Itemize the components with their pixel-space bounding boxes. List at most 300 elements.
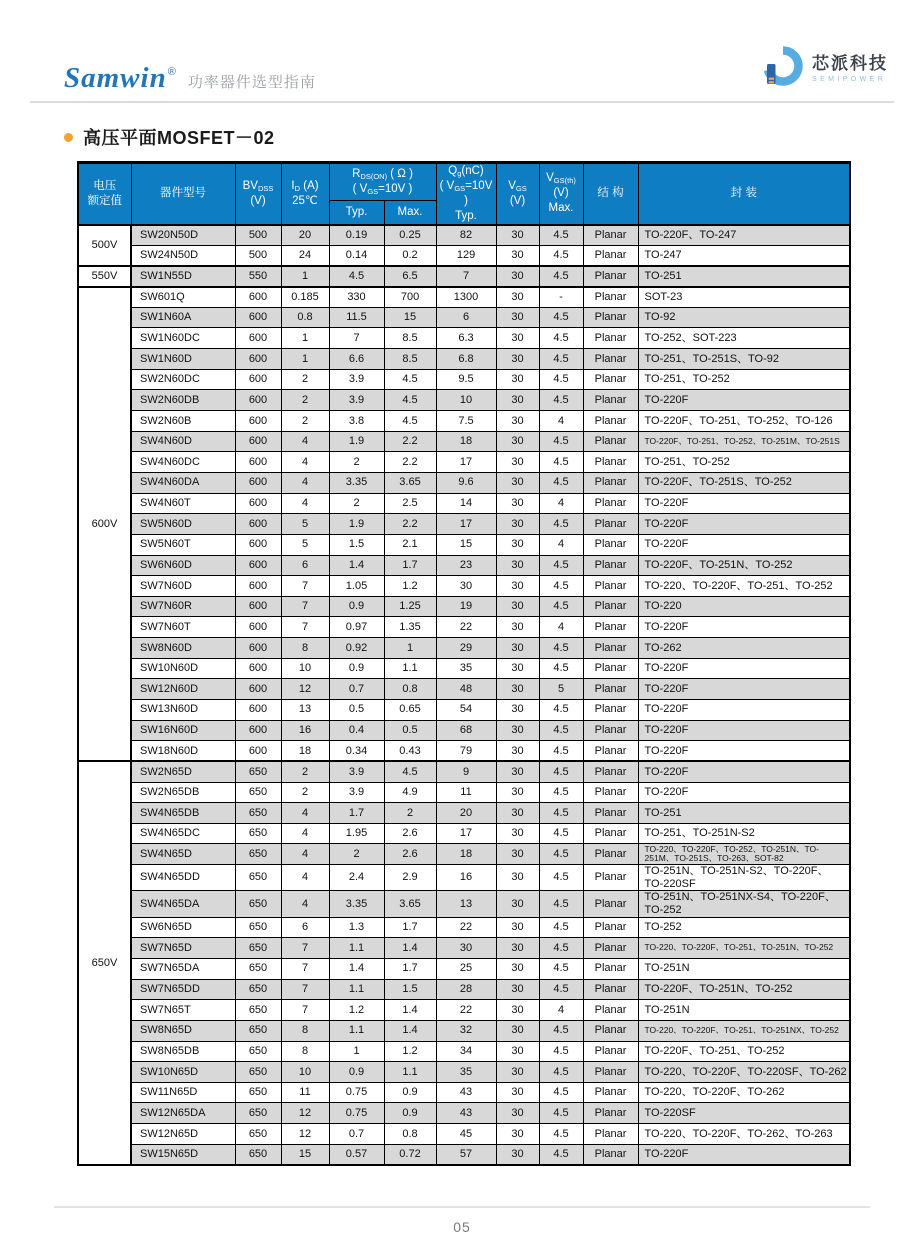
cell-structure: Planar	[583, 720, 638, 741]
cell-vgsth: 4.5	[539, 823, 583, 844]
cell-vgsth: 4	[539, 1000, 583, 1021]
cell-qg: 9.6	[436, 472, 496, 493]
cell-rdson-max: 700	[384, 287, 436, 308]
cell-id: 8	[281, 1020, 329, 1041]
cell-bvdss: 600	[235, 679, 281, 700]
cell-rdson-max: 1.4	[384, 1000, 436, 1021]
cell-part: SW12N60D	[131, 679, 235, 700]
cell-structure: Planar	[583, 638, 638, 659]
table-row	[78, 917, 850, 938]
table-row	[78, 576, 850, 597]
cell-part: SW1N60A	[131, 307, 235, 328]
cell-id: 2	[281, 761, 329, 782]
cell-vgsth: 5	[539, 679, 583, 700]
cell-package: TO-251、TO-252	[638, 452, 850, 473]
page-title: 高压平面MOSFET－02	[83, 128, 275, 148]
cell-structure: Planar	[583, 938, 638, 959]
cell-vgsth: 4.5	[539, 514, 583, 535]
cell-qg: 22	[436, 1000, 496, 1021]
cell-vgs: 30	[496, 514, 539, 535]
cell-qg: 6.8	[436, 349, 496, 370]
cell-vgs: 30	[496, 576, 539, 597]
cell-id: 7	[281, 576, 329, 597]
cell-structure: Planar	[583, 1062, 638, 1083]
cell-part: SW7N60R	[131, 596, 235, 617]
cell-qg: 68	[436, 720, 496, 741]
table-body	[78, 225, 850, 1165]
cell-part: SW10N60D	[131, 658, 235, 679]
cell-part: SW11N65D	[131, 1082, 235, 1103]
cell-qg: 30	[436, 938, 496, 959]
table-row	[78, 472, 850, 493]
cell-id: 4	[281, 452, 329, 473]
table-row	[78, 782, 850, 803]
col-header-rdson-typ: Typ.	[329, 200, 384, 224]
cell-rdson-max: 0.9	[384, 1082, 436, 1103]
cell-structure: Planar	[583, 1000, 638, 1021]
cell-package: TO-220、TO-220F、TO-252、TO-251N、TO-251M、TO-251S、TO-263、SOT-82	[638, 844, 850, 865]
cell-package: TO-220F	[638, 390, 850, 411]
cell-bvdss: 600	[235, 741, 281, 762]
cell-id: 0.8	[281, 307, 329, 328]
cell-qg: 19	[436, 596, 496, 617]
cell-qg: 17	[436, 452, 496, 473]
cell-package: TO-220F	[638, 1144, 850, 1165]
cell-vgs: 30	[496, 534, 539, 555]
cell-structure: Planar	[583, 1041, 638, 1062]
cell-part: SW5N60D	[131, 514, 235, 535]
cell-vgsth: -	[539, 287, 583, 308]
cell-id: 12	[281, 1103, 329, 1124]
table-row	[78, 328, 850, 349]
cell-rdson-max: 0.25	[384, 225, 436, 246]
cell-structure: Planar	[583, 865, 638, 891]
voltage-group-label: 550V	[78, 266, 131, 287]
cell-vgs: 30	[496, 979, 539, 1000]
registered-mark: ®	[167, 66, 176, 78]
cell-vgsth: 4	[539, 493, 583, 514]
cell-vgs: 30	[496, 891, 539, 917]
cell-structure: Planar	[583, 245, 638, 266]
cell-rdson-typ: 0.9	[329, 658, 384, 679]
cell-qg: 129	[436, 245, 496, 266]
cell-part: SW8N60D	[131, 638, 235, 659]
cell-rdson-typ: 0.14	[329, 245, 384, 266]
cell-rdson-typ: 0.9	[329, 1062, 384, 1083]
cell-qg: 14	[436, 493, 496, 514]
cell-rdson-typ: 1.2	[329, 1000, 384, 1021]
cell-rdson-max: 1.7	[384, 958, 436, 979]
cell-part: SW7N65DD	[131, 979, 235, 1000]
cell-rdson-typ: 1.4	[329, 958, 384, 979]
cell-id: 20	[281, 225, 329, 246]
cell-bvdss: 650	[235, 1020, 281, 1041]
cell-rdson-max: 4.5	[384, 761, 436, 782]
cell-bvdss: 550	[235, 266, 281, 287]
table-header	[78, 163, 850, 225]
cell-rdson-max: 2.2	[384, 514, 436, 535]
cell-rdson-typ: 0.19	[329, 225, 384, 246]
cell-vgsth: 4.5	[539, 699, 583, 720]
cell-bvdss: 600	[235, 638, 281, 659]
cell-part: SW7N60D	[131, 576, 235, 597]
cell-id: 7	[281, 1000, 329, 1021]
table-row	[78, 1082, 850, 1103]
cell-bvdss: 650	[235, 782, 281, 803]
cell-id: 2	[281, 369, 329, 390]
cell-rdson-max: 8.5	[384, 349, 436, 370]
cell-rdson-max: 1.25	[384, 596, 436, 617]
cell-structure: Planar	[583, 1103, 638, 1124]
cell-rdson-typ: 0.75	[329, 1082, 384, 1103]
cell-rdson-max: 1	[384, 638, 436, 659]
cell-id: 10	[281, 1062, 329, 1083]
cell-bvdss: 650	[235, 979, 281, 1000]
cell-structure: Planar	[583, 431, 638, 452]
cell-vgsth: 4.5	[539, 1103, 583, 1124]
cell-part: SW12N65DA	[131, 1103, 235, 1124]
cell-id: 0.185	[281, 287, 329, 308]
cell-part: SW16N60D	[131, 720, 235, 741]
table-row	[78, 555, 850, 576]
table-row	[78, 891, 850, 917]
cell-qg: 20	[436, 803, 496, 824]
cell-rdson-max: 15	[384, 307, 436, 328]
table-row	[78, 369, 850, 390]
bullet-icon	[64, 133, 73, 142]
cell-package: TO-220F	[638, 514, 850, 535]
cell-bvdss: 650	[235, 1062, 281, 1083]
cell-structure: Planar	[583, 1020, 638, 1041]
cell-package: TO-220F	[638, 741, 850, 762]
cell-package: TO-220F	[638, 720, 850, 741]
cell-rdson-max: 2.9	[384, 865, 436, 891]
cell-part: SW4N60T	[131, 493, 235, 514]
cell-qg: 17	[436, 823, 496, 844]
cell-rdson-max: 4.9	[384, 782, 436, 803]
company-logo	[759, 46, 888, 93]
cell-rdson-typ: 1.9	[329, 514, 384, 535]
cell-rdson-max: 0.5	[384, 720, 436, 741]
cell-vgsth: 4.5	[539, 761, 583, 782]
cell-vgsth: 4.5	[539, 741, 583, 762]
cell-rdson-typ: 2	[329, 493, 384, 514]
cell-vgsth: 4	[539, 534, 583, 555]
cell-vgsth: 4.5	[539, 938, 583, 959]
cell-vgs: 30	[496, 638, 539, 659]
table-row	[78, 938, 850, 959]
table-row	[78, 349, 850, 370]
cell-rdson-max: 4.5	[384, 369, 436, 390]
cell-structure: Planar	[583, 493, 638, 514]
cell-bvdss: 600	[235, 287, 281, 308]
cell-structure: Planar	[583, 514, 638, 535]
voltage-group-label: 500V	[78, 225, 131, 266]
cell-vgs: 30	[496, 1124, 539, 1145]
cell-rdson-typ: 1.1	[329, 938, 384, 959]
cell-qg: 10	[436, 390, 496, 411]
table-row	[78, 865, 850, 891]
cell-rdson-max: 2.2	[384, 431, 436, 452]
cell-structure: Planar	[583, 1144, 638, 1165]
cell-rdson-max: 1.2	[384, 1041, 436, 1062]
cell-vgs: 30	[496, 844, 539, 865]
cell-bvdss: 600	[235, 596, 281, 617]
table-row	[78, 741, 850, 762]
cell-bvdss: 650	[235, 1124, 281, 1145]
cell-vgsth: 4.5	[539, 1144, 583, 1165]
cell-structure: Planar	[583, 617, 638, 638]
table-row	[78, 1144, 850, 1165]
cell-vgsth: 4.5	[539, 349, 583, 370]
cell-bvdss: 600	[235, 431, 281, 452]
cell-rdson-typ: 0.97	[329, 617, 384, 638]
cell-vgs: 30	[496, 865, 539, 891]
cell-part: SW5N60T	[131, 534, 235, 555]
cell-package: TO-220F	[638, 782, 850, 803]
cell-qg: 7	[436, 266, 496, 287]
col-header-vgs: $V_{GS}$ (V)	[496, 163, 539, 225]
cell-vgsth: 4.5	[539, 225, 583, 246]
cell-part: SW2N65D	[131, 761, 235, 782]
voltage-group-label: 600V	[78, 287, 131, 762]
cell-structure: Planar	[583, 761, 638, 782]
col-header-voltage-rating: 电压 额定值	[78, 163, 131, 225]
table-row	[78, 958, 850, 979]
cell-rdson-typ: 2	[329, 844, 384, 865]
cell-vgs: 30	[496, 307, 539, 328]
cell-part: SW12N65D	[131, 1124, 235, 1145]
cell-package: TO-220、TO-220F、TO-251、TO-251N、TO-252	[638, 938, 850, 959]
cell-rdson-typ: 3.9	[329, 761, 384, 782]
cell-vgs: 30	[496, 245, 539, 266]
cell-structure: Planar	[583, 782, 638, 803]
cell-vgsth: 4.5	[539, 720, 583, 741]
cell-vgsth: 4.5	[539, 658, 583, 679]
table-row	[78, 679, 850, 700]
cell-rdson-typ: 1.4	[329, 555, 384, 576]
cell-qg: 54	[436, 699, 496, 720]
cell-vgsth: 4	[539, 411, 583, 432]
cell-rdson-max: 0.43	[384, 741, 436, 762]
cell-bvdss: 650	[235, 803, 281, 824]
cell-part: SW7N60T	[131, 617, 235, 638]
cell-structure: Planar	[583, 958, 638, 979]
cell-rdson-max: 1.2	[384, 576, 436, 597]
cell-qg: 45	[436, 1124, 496, 1145]
cell-rdson-max: 1.35	[384, 617, 436, 638]
cell-rdson-max: 1.4	[384, 938, 436, 959]
cell-bvdss: 600	[235, 534, 281, 555]
cell-rdson-typ: 1.7	[329, 803, 384, 824]
cell-rdson-max: 8.5	[384, 328, 436, 349]
cell-rdson-typ: 1.05	[329, 576, 384, 597]
cell-id: 13	[281, 699, 329, 720]
cell-bvdss: 600	[235, 514, 281, 535]
cell-part: SW7N65T	[131, 1000, 235, 1021]
cell-vgsth: 4.5	[539, 891, 583, 917]
cell-rdson-max: 0.8	[384, 1124, 436, 1145]
cell-bvdss: 600	[235, 658, 281, 679]
cell-structure: Planar	[583, 596, 638, 617]
cell-bvdss: 650	[235, 1000, 281, 1021]
cell-qg: 30	[436, 576, 496, 597]
cell-qg: 22	[436, 917, 496, 938]
cell-qg: 13	[436, 891, 496, 917]
cell-structure: Planar	[583, 555, 638, 576]
table-row	[78, 411, 850, 432]
cell-rdson-typ: 330	[329, 287, 384, 308]
cell-part: SW2N60DC	[131, 369, 235, 390]
cell-vgsth: 4.5	[539, 245, 583, 266]
cell-vgs: 30	[496, 917, 539, 938]
cell-bvdss: 650	[235, 958, 281, 979]
table-row	[78, 1020, 850, 1041]
cell-package: TO-220F、TO-251、TO-252、TO-126	[638, 411, 850, 432]
cell-qg: 35	[436, 1062, 496, 1083]
cell-id: 16	[281, 720, 329, 741]
cell-id: 4	[281, 865, 329, 891]
cell-vgsth: 4.5	[539, 576, 583, 597]
cell-structure: Planar	[583, 472, 638, 493]
cell-vgs: 30	[496, 390, 539, 411]
cell-rdson-typ: 3.35	[329, 472, 384, 493]
cell-structure: Planar	[583, 390, 638, 411]
table-row	[78, 493, 850, 514]
cell-rdson-max: 2.2	[384, 452, 436, 473]
cell-bvdss: 600	[235, 349, 281, 370]
cell-package: TO-220F	[638, 679, 850, 700]
cell-rdson-typ: 11.5	[329, 307, 384, 328]
cell-part: SW7N65D	[131, 938, 235, 959]
table-row	[78, 245, 850, 266]
cell-rdson-typ: 3.8	[329, 411, 384, 432]
cell-part: SW15N65D	[131, 1144, 235, 1165]
cell-id: 4	[281, 844, 329, 865]
cell-qg: 82	[436, 225, 496, 246]
cell-vgsth: 4.5	[539, 431, 583, 452]
cell-vgsth: 4.5	[539, 844, 583, 865]
cell-bvdss: 650	[235, 891, 281, 917]
cell-bvdss: 650	[235, 761, 281, 782]
cell-part: SW7N65DA	[131, 958, 235, 979]
col-header-id: $I_D$ (A) 25℃	[281, 163, 329, 225]
cell-structure: Planar	[583, 891, 638, 917]
cell-package: TO-262	[638, 638, 850, 659]
cell-vgsth: 4.5	[539, 1082, 583, 1103]
cell-part: SW24N50D	[131, 245, 235, 266]
voltage-group-label: 650V	[78, 761, 131, 1164]
cell-vgsth: 4.5	[539, 596, 583, 617]
cell-structure: Planar	[583, 452, 638, 473]
cell-part: SW18N60D	[131, 741, 235, 762]
cell-rdson-typ: 3.35	[329, 891, 384, 917]
cell-rdson-typ: 0.9	[329, 596, 384, 617]
page-number: 05	[453, 1218, 471, 1235]
cell-bvdss: 600	[235, 493, 281, 514]
col-header-rdson-max: Max.	[384, 200, 436, 224]
cell-rdson-typ: 2	[329, 452, 384, 473]
cell-structure: Planar	[583, 287, 638, 308]
cell-rdson-typ: 1.3	[329, 917, 384, 938]
col-header-rdson: $R_{DS(ON)}$ ( Ω ) ( $V_{GS}=10V$ )	[329, 163, 436, 201]
cell-package: TO-252	[638, 917, 850, 938]
cell-rdson-max: 1.1	[384, 658, 436, 679]
cell-rdson-typ: 3.9	[329, 782, 384, 803]
cell-vgsth: 4.5	[539, 1124, 583, 1145]
cell-id: 4	[281, 472, 329, 493]
cell-qg: 22	[436, 617, 496, 638]
cell-id: 4	[281, 891, 329, 917]
cell-bvdss: 650	[235, 1144, 281, 1165]
cell-package: TO-220F、TO-251、TO-252、TO-251M、TO-251S	[638, 431, 850, 452]
cell-vgsth: 4.5	[539, 452, 583, 473]
cell-part: SW4N65DC	[131, 823, 235, 844]
cell-rdson-typ: 0.92	[329, 638, 384, 659]
cell-qg: 48	[436, 679, 496, 700]
cell-part: SW13N60D	[131, 699, 235, 720]
cell-package: TO-220F	[638, 699, 850, 720]
cell-part: SW8N65D	[131, 1020, 235, 1041]
cell-qg: 28	[436, 979, 496, 1000]
table-row	[78, 596, 850, 617]
cell-rdson-typ: 0.34	[329, 741, 384, 762]
cell-rdson-max: 1.1	[384, 1062, 436, 1083]
table-row	[78, 1124, 850, 1145]
cell-qg: 6	[436, 307, 496, 328]
cell-rdson-max: 4.5	[384, 390, 436, 411]
cell-structure: Planar	[583, 369, 638, 390]
brand-subtitle: 功率器件选型指南	[187, 74, 316, 91]
cell-package: TO-220F	[638, 617, 850, 638]
cell-part: SW601Q	[131, 287, 235, 308]
cell-bvdss: 500	[235, 245, 281, 266]
cell-qg: 34	[436, 1041, 496, 1062]
cell-id: 4	[281, 823, 329, 844]
cell-rdson-typ: 1.5	[329, 534, 384, 555]
cell-rdson-typ: 2.4	[329, 865, 384, 891]
cell-package: TO-220SF	[638, 1103, 850, 1124]
cell-id: 4	[281, 803, 329, 824]
cell-id: 4	[281, 431, 329, 452]
cell-vgs: 30	[496, 349, 539, 370]
cell-vgs: 30	[496, 679, 539, 700]
cell-structure: Planar	[583, 679, 638, 700]
cell-bvdss: 650	[235, 865, 281, 891]
cell-vgs: 30	[496, 493, 539, 514]
cell-bvdss: 600	[235, 390, 281, 411]
cell-id: 7	[281, 938, 329, 959]
cell-id: 7	[281, 596, 329, 617]
cell-vgsth: 4.5	[539, 555, 583, 576]
cell-vgsth: 4.5	[539, 1041, 583, 1062]
cell-rdson-typ: 3.9	[329, 369, 384, 390]
cell-vgs: 30	[496, 266, 539, 287]
cell-qg: 9	[436, 761, 496, 782]
cell-structure: Planar	[583, 349, 638, 370]
table-row	[78, 307, 850, 328]
cell-package: TO-220、TO-220F、TO-262、TO-263	[638, 1124, 850, 1145]
cell-rdson-max: 4.5	[384, 411, 436, 432]
cell-bvdss: 650	[235, 823, 281, 844]
cell-vgs: 30	[496, 1082, 539, 1103]
cell-qg: 29	[436, 638, 496, 659]
cell-package: TO-220F、TO-247	[638, 225, 850, 246]
cell-bvdss: 600	[235, 720, 281, 741]
cell-part: SW4N65DA	[131, 891, 235, 917]
cell-vgs: 30	[496, 658, 539, 679]
cell-package: TO-220、TO-220F、TO-262	[638, 1082, 850, 1103]
